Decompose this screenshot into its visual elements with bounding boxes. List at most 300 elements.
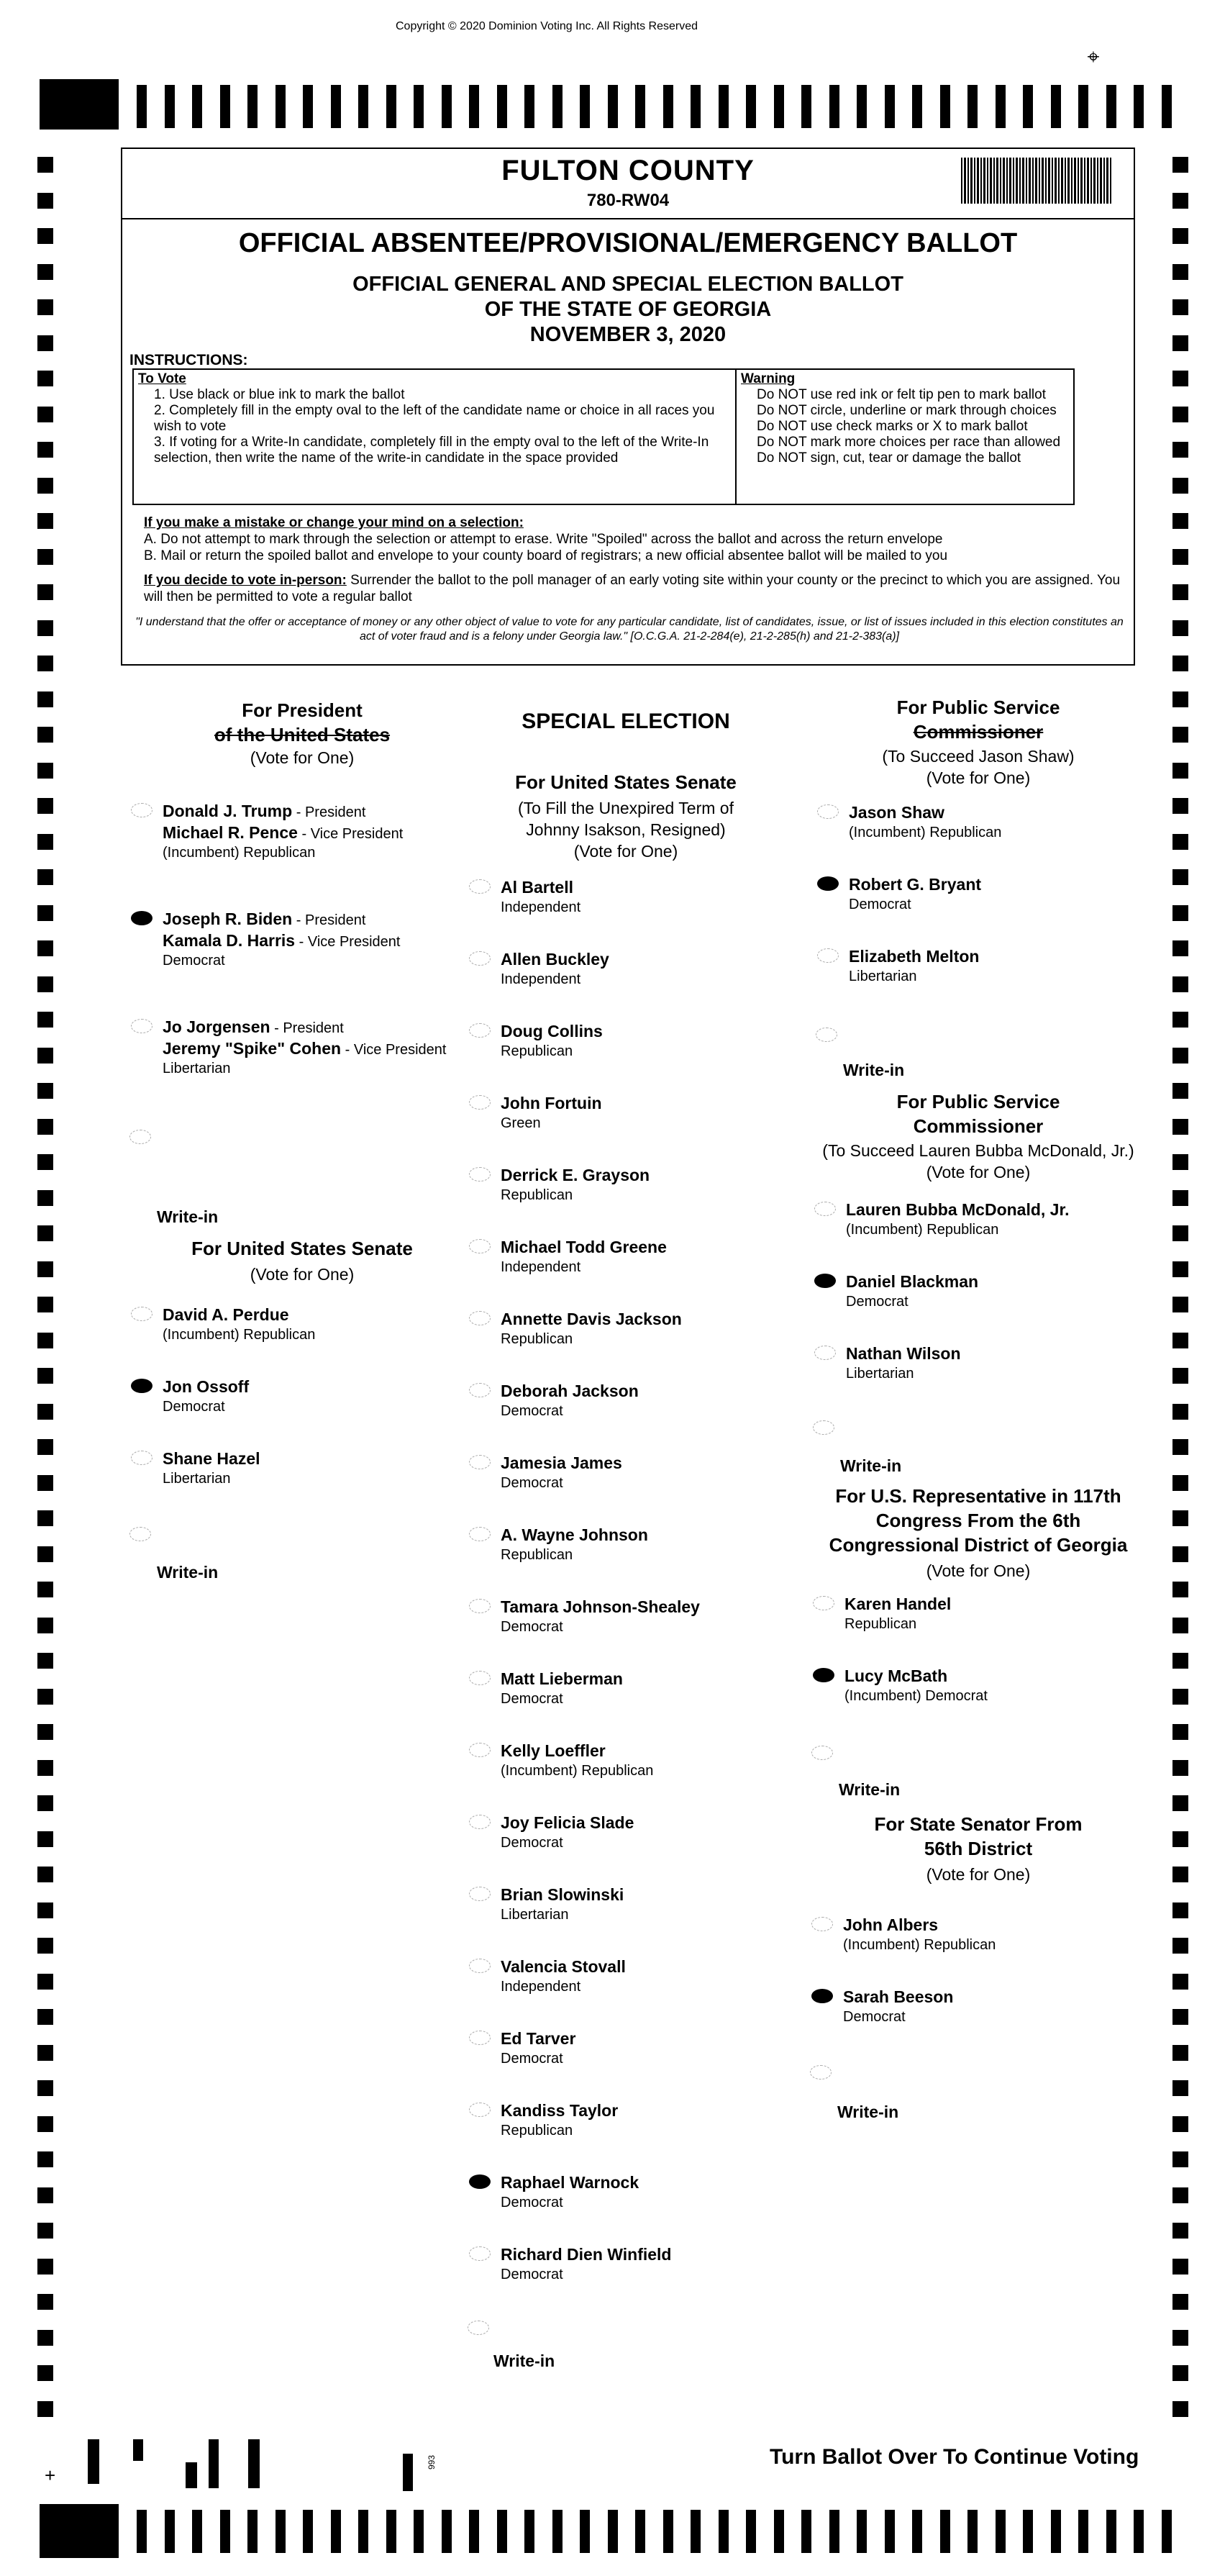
- candidate-party: Democrat: [849, 897, 911, 912]
- oval-filled[interactable]: [817, 876, 839, 891]
- side-timing-mark: [1172, 1831, 1188, 1847]
- write-in-psc-1[interactable]: Write-in: [843, 1061, 905, 1079]
- timing-block: [403, 2454, 413, 2491]
- timing-bar: [996, 85, 1006, 128]
- candidate-name-text: Matt Lieberman: [501, 1669, 623, 1688]
- side-timing-mark: [37, 1048, 53, 1063]
- side-timing-mark: [37, 407, 53, 422]
- race-title-line: Commissioner: [913, 1115, 1044, 1137]
- oval-empty[interactable]: [131, 1451, 152, 1465]
- side-timing-mark: [1172, 513, 1188, 529]
- timing-bar: [663, 85, 673, 128]
- timing-bar: [857, 2510, 867, 2553]
- side-timing-mark: [37, 1724, 53, 1740]
- oval-empty[interactable]: [817, 804, 839, 819]
- candidate-name-text: Brian Slowinski: [501, 1885, 624, 1904]
- timing-bar: [940, 85, 950, 128]
- candidate-name-text: Kelly Loeffler: [501, 1741, 606, 1760]
- candidate-name: [846, 1271, 978, 1292]
- side-timing-mark: [1172, 1048, 1188, 1063]
- side-timing-mark: [37, 1974, 53, 1990]
- candidate-party: Democrat: [846, 1294, 908, 1310]
- timing-bar: [1134, 85, 1144, 128]
- timing-bar: [691, 2510, 701, 2553]
- side-timing-mark: [37, 763, 53, 779]
- candidate-party: Independent: [501, 899, 581, 915]
- write-in-president[interactable]: Write-in: [157, 1207, 219, 1226]
- barcode-icon: [961, 158, 1112, 204]
- side-timing-mark: [1172, 2223, 1188, 2239]
- ballot-code: 780-RW04: [586, 191, 670, 210]
- candidate-name: [501, 1740, 606, 1761]
- timing-bar: [137, 2510, 147, 2553]
- candidate-name-text: Donald J. Trump: [163, 802, 293, 820]
- side-timing-mark: [37, 940, 53, 956]
- side-timing-mark: [1172, 1333, 1188, 1348]
- timing-bar: [331, 2510, 341, 2553]
- oval-empty[interactable]: [469, 1239, 491, 1253]
- ballot-title: OFFICIAL ABSENTEE/PROVISIONAL/EMERGENCY BALLOT: [238, 228, 1018, 258]
- timing-bar: [1023, 2510, 1033, 2553]
- timing-bar: [552, 85, 563, 128]
- candidate-name: [163, 1016, 344, 1039]
- vote-for-one: (Vote for One): [573, 842, 678, 861]
- candidate-name-text: Lauren Bubba McDonald, Jr.: [846, 1200, 1070, 1219]
- candidate-party: Libertarian: [163, 1471, 231, 1487]
- side-timing-mark: [1172, 442, 1188, 458]
- side-timing-mark: [1172, 656, 1188, 671]
- race-title-us-senate: For United States Senate: [191, 1238, 413, 1259]
- candidate-name: [501, 1236, 667, 1258]
- timing-bar: [940, 2510, 950, 2553]
- oval-empty[interactable]: [469, 1167, 491, 1182]
- timing-bar: [1051, 85, 1061, 128]
- side-timing-mark: [37, 1119, 53, 1135]
- timing-bar: [192, 85, 202, 128]
- candidate-party: Green: [501, 1115, 541, 1131]
- side-timing-mark: [1172, 157, 1188, 173]
- side-timing-mark: [37, 1902, 53, 1918]
- timing-bar: [774, 85, 784, 128]
- warning-item: Do NOT use check marks or X to mark ballot: [757, 419, 1028, 434]
- candidate-name: [501, 876, 573, 898]
- side-timing-mark: [1172, 371, 1188, 386]
- oval-empty[interactable]: [469, 1023, 491, 1038]
- side-timing-mark: [37, 1510, 53, 1526]
- copyright-notice: Copyright © 2020 Dominion Voting Inc. All Rights Reserved: [395, 20, 698, 32]
- candidate-party: Independent: [501, 1979, 581, 1995]
- candidate-name-text: Richard Dien Winfield: [501, 2245, 672, 2264]
- side-timing-mark: [1172, 905, 1188, 921]
- race-title-line: For State Senator From: [874, 1813, 1083, 1835]
- side-timing-mark: [1172, 264, 1188, 280]
- candidate-party: (Incumbent) Republican: [849, 825, 1002, 840]
- timing-block: [40, 79, 119, 130]
- candidate-name-text: Michael Todd Greene: [501, 1238, 667, 1256]
- side-timing-mark: [37, 1760, 53, 1776]
- candidate-name-text: Allen Buckley: [501, 950, 609, 969]
- side-timing-mark: [37, 1225, 53, 1241]
- side-timing-mark: [1172, 1689, 1188, 1705]
- side-timing-mark: [37, 1653, 53, 1669]
- candidate-party: Libertarian: [849, 969, 917, 984]
- timing-bar: [1162, 85, 1172, 128]
- timing-bar: [165, 2510, 175, 2553]
- vote-for-one: (Vote for One): [250, 1265, 355, 1284]
- candidate-party: Independent: [501, 1259, 581, 1275]
- candidate-name: [501, 1956, 626, 1977]
- timing-bar: [829, 85, 839, 128]
- candidate-party: (Incumbent) Republican: [163, 845, 316, 861]
- side-timing-mark: [1172, 1190, 1188, 1206]
- warning-heading: Warning: [741, 371, 796, 386]
- race-title-line: Commissioner: [913, 721, 1044, 743]
- race-title-line: For Public Service: [896, 1091, 1060, 1112]
- candidate-name-text: Robert G. Bryant: [849, 875, 982, 894]
- timing-bar: [247, 2510, 258, 2553]
- side-timing-mark: [37, 2045, 53, 2061]
- timing-bar: [358, 2510, 368, 2553]
- side-timing-mark: [1172, 335, 1188, 351]
- side-timing-mark: [37, 2223, 53, 2239]
- oval-empty[interactable]: [469, 2103, 491, 2117]
- candidate-party: Libertarian: [846, 1366, 914, 1382]
- running-mate-name: [163, 930, 400, 953]
- mistake-instruction-a: A. Do not attempt to mark through the selection or attempt to erase. Write "Spoiled" across the ballot and across the return envelope: [144, 532, 943, 547]
- race-title-line: For Public Service: [896, 697, 1060, 718]
- side-timing-mark: [1172, 727, 1188, 743]
- timing-bar: [801, 85, 811, 128]
- candidate-name: [501, 1164, 650, 1186]
- side-timing-mark: [37, 1689, 53, 1705]
- timing-bar: [663, 2510, 673, 2553]
- write-in-oval-state-senate[interactable]: [810, 2065, 832, 2080]
- write-in-oval-special[interactable]: [468, 2321, 489, 2335]
- candidate-name-text: Ed Tarver: [501, 2029, 576, 2048]
- side-timing-mark: [1172, 549, 1188, 565]
- side-timing-mark: [1172, 1368, 1188, 1384]
- oval-empty[interactable]: [469, 1383, 491, 1397]
- side-timing-mark: [37, 193, 53, 209]
- election-date: NOVEMBER 3, 2020: [529, 323, 727, 346]
- side-timing-mark: [1172, 1653, 1188, 1669]
- side-timing-mark: [37, 335, 53, 351]
- oval-filled[interactable]: [813, 1668, 834, 1682]
- write-in-oval-president[interactable]: [129, 1130, 151, 1144]
- top-timing-marks: [40, 79, 1183, 130]
- oval-filled[interactable]: [469, 2174, 491, 2189]
- oval-empty[interactable]: [814, 1346, 836, 1360]
- candidate-party: Democrat: [501, 2051, 563, 2067]
- candidate-party: (Incumbent) Republican: [163, 1327, 316, 1343]
- timing-bar: [497, 85, 507, 128]
- write-in-senate[interactable]: Write-in: [157, 1563, 219, 1582]
- side-timing-mark: [37, 1368, 53, 1384]
- race-title-line: Congressional District of Georgia: [829, 1534, 1128, 1556]
- candidate-name: [843, 1914, 938, 1936]
- candidate-role: - President: [292, 912, 366, 928]
- candidate-party: Democrat: [163, 953, 225, 969]
- running-mate-role: - Vice President: [295, 934, 401, 950]
- side-timing-mark: [37, 2116, 53, 2132]
- candidate-party: (Incumbent) Republican: [501, 1763, 654, 1779]
- write-in-special[interactable]: Write-in: [493, 2351, 555, 2370]
- side-timing-mark: [1172, 763, 1188, 779]
- candidate-name: [846, 1199, 1070, 1220]
- side-timing-mark: [1172, 1867, 1188, 1882]
- oval-empty[interactable]: [469, 1527, 491, 1541]
- candidate-party: Republican: [501, 1547, 573, 1563]
- mistake-section: [144, 514, 1129, 564]
- side-timing-mark: [37, 2294, 53, 2310]
- oval-empty[interactable]: [469, 1095, 491, 1110]
- candidate-name-text: Al Bartell: [501, 878, 573, 897]
- side-timing-mark: [1172, 2045, 1188, 2061]
- registration-crosshair-icon: ⌖: [1087, 45, 1100, 69]
- oval-empty[interactable]: [469, 1455, 491, 1469]
- to-vote-step: 3. If voting for a Write-In candidate, completely fill in the empty oval to the left of the Write-In selection, then write the name of the write-in candidate in the space provided: [154, 435, 709, 466]
- write-in-psc-2[interactable]: Write-in: [840, 1456, 902, 1475]
- candidate-party: Libertarian: [163, 1061, 231, 1076]
- timing-bar: [746, 2510, 756, 2553]
- side-timing-mark: [1172, 193, 1188, 209]
- timing-bar: [1023, 85, 1033, 128]
- oval-filled[interactable]: [131, 1379, 152, 1393]
- timing-bar: [719, 2510, 729, 2553]
- candidate-name: [501, 1308, 682, 1330]
- oval-empty[interactable]: [813, 1596, 834, 1610]
- candidate-name: [501, 1668, 623, 1690]
- side-timing-mark: [1172, 691, 1188, 707]
- side-timing-mark: [37, 1938, 53, 1954]
- race-title-line: Congress From the 6th: [875, 1510, 1081, 1531]
- candidate-role: - President: [270, 1020, 344, 1036]
- side-timing-mark: [37, 513, 53, 529]
- timing-bar: [885, 2510, 895, 2553]
- race-title-president: [144, 698, 460, 747]
- candidate-name: [163, 800, 365, 823]
- oval-empty[interactable]: [131, 1307, 152, 1321]
- timing-block: [186, 2462, 197, 2488]
- candidate-party: Independent: [501, 971, 581, 987]
- candidate-name-text: Nathan Wilson: [846, 1344, 961, 1363]
- timing-bar: [524, 85, 534, 128]
- oval-filled[interactable]: [811, 1989, 833, 2003]
- ballot-subtitle: OFFICIAL GENERAL AND SPECIAL ELECTION BALLOT: [352, 273, 903, 296]
- oval-empty[interactable]: [131, 1019, 152, 1033]
- side-timing-mark: [37, 691, 53, 707]
- side-timing-mark: [37, 2365, 53, 2381]
- candidate-name-text: Jon Ossoff: [163, 1377, 250, 1396]
- race-title-special-senate: For United States Senate: [515, 771, 737, 793]
- race-title-psc-1: [820, 695, 1137, 744]
- candidate-name-text: Kandiss Taylor: [501, 2101, 619, 2120]
- candidate-name-text: Joy Felicia Slade: [501, 1813, 634, 1832]
- write-in-oval-psc-1[interactable]: [816, 1028, 837, 1042]
- candidate-name-text: Doug Collins: [501, 1022, 603, 1040]
- side-timing-mark: [1172, 299, 1188, 315]
- oval-empty[interactable]: [469, 1671, 491, 1685]
- side-timing-mark: [37, 1867, 53, 1882]
- to-vote-section: [134, 370, 737, 504]
- candidate-name-text: Derrick E. Grayson: [501, 1166, 650, 1184]
- oval-empty[interactable]: [469, 1743, 491, 1757]
- in-person-heading: If you decide to vote in-person:: [144, 573, 347, 588]
- candidate-party: (Incumbent) Democrat: [844, 1688, 988, 1704]
- oval-empty[interactable]: [469, 1599, 491, 1613]
- side-timing-mark: [37, 1190, 53, 1206]
- in-person-section: [144, 572, 1129, 605]
- oval-empty[interactable]: [469, 2246, 491, 2261]
- mistake-instruction-b: B. Mail or return the spoiled ballot and envelope to your county board of registrars; a new official absentee ballot will be mailed to you: [144, 548, 948, 563]
- side-timing-mark: [37, 869, 53, 885]
- side-timing-mark: [37, 371, 53, 386]
- oval-empty[interactable]: [469, 879, 491, 894]
- side-timing-mark: [37, 1404, 53, 1420]
- candidate-party: Republican: [501, 1331, 573, 1347]
- side-timing-mark: [1172, 798, 1188, 814]
- candidate-name: [163, 1304, 289, 1325]
- timing-block: [133, 2439, 143, 2461]
- timing-bar: [774, 2510, 784, 2553]
- timing-bar: [220, 2510, 230, 2553]
- timing-bar: [608, 2510, 618, 2553]
- timing-bar: [552, 2510, 563, 2553]
- timing-bar: [1106, 85, 1116, 128]
- side-timing-mark: [1172, 2365, 1188, 2381]
- side-timing-mark: [1172, 869, 1188, 885]
- candidate-party: Democrat: [501, 1691, 563, 1707]
- timing-bar: [386, 2510, 396, 2553]
- side-timing-mark: [1172, 2116, 1188, 2132]
- timing-bar: [857, 85, 867, 128]
- side-timing-mark: [1172, 1760, 1188, 1776]
- plus-icon: +: [45, 2464, 56, 2486]
- candidate-name: [844, 1665, 947, 1687]
- timing-bar: [497, 2510, 507, 2553]
- timing-bar: [885, 85, 895, 128]
- timing-bar: [414, 2510, 424, 2553]
- candidate-name: [501, 2028, 575, 2049]
- candidate-name: [163, 908, 365, 931]
- oval-empty[interactable]: [469, 1815, 491, 1829]
- oval-empty[interactable]: [811, 1917, 833, 1931]
- oval-empty[interactable]: [469, 1311, 491, 1325]
- vote-for-one: (Vote for One): [926, 1163, 1031, 1182]
- timing-block: [209, 2439, 219, 2488]
- write-in-oval-us-rep[interactable]: [811, 1746, 833, 1760]
- candidate-name-text: Jo Jorgensen: [163, 1017, 270, 1036]
- race-title-state-senate: [820, 1812, 1137, 1861]
- oval-filled[interactable]: [814, 1274, 836, 1288]
- oval-empty[interactable]: [469, 1887, 491, 1901]
- oval-filled[interactable]: [131, 911, 152, 925]
- side-timing-mark: [1172, 1012, 1188, 1028]
- timing-bar: [247, 85, 258, 128]
- warning-item: Do NOT sign, cut, tear or damage the ballot: [757, 450, 1021, 466]
- side-timing-mark: [1172, 2151, 1188, 2167]
- side-timing-mark: [37, 1795, 53, 1811]
- write-in-oval-psc-2[interactable]: [813, 1420, 834, 1435]
- side-timing-mark: [1172, 2330, 1188, 2346]
- in-person-text: Surrender the ballot to the poll manager of an early voting site within your county or the precinct to which you are assigned. You will then be permitted to vote a regular ballot: [144, 573, 1121, 604]
- timing-bar: [1078, 85, 1088, 128]
- running-mate-role: - Vice President: [297, 826, 404, 842]
- candidate-party: Democrat: [501, 1835, 563, 1851]
- side-timing-mark: [1172, 1938, 1188, 1954]
- timing-bar: [1134, 2510, 1144, 2553]
- candidate-name: [163, 1376, 249, 1397]
- to-vote-step: 2. Completely fill in the empty oval to the left of the candidate name or choice in all races you wish to vote: [154, 403, 715, 434]
- vote-for-one: (Vote for One): [250, 748, 355, 767]
- candidate-name-text: Joseph R. Biden: [163, 910, 293, 928]
- side-timing-mark: [37, 2401, 53, 2417]
- candidate-name: [501, 1020, 603, 1042]
- side-timing-mark: [37, 2151, 53, 2167]
- legal-notice: "I understand that the offer or acceptance of money or any other object of value to vote for any particular candidate, list of candidates, issue, or list of issues included in this election constitutes an act of voter fraud and is a felony under Georgia law." [O.C.G.A. 21-2-284(e), 21-2-285(h) and 21-2-383(a)]: [135, 616, 1124, 643]
- timing-bar: [331, 85, 341, 128]
- candidate-party: Republican: [501, 2123, 573, 2139]
- oval-empty[interactable]: [469, 2031, 491, 2045]
- candidate-party: Democrat: [501, 1403, 563, 1419]
- timing-bar: [220, 85, 230, 128]
- timing-bar: [165, 85, 175, 128]
- candidate-name-text: John Fortuin: [501, 1094, 602, 1112]
- special-election-heading: SPECIAL ELECTION: [522, 709, 730, 733]
- candidate-name: [844, 1593, 951, 1615]
- side-timing-mark: [1172, 620, 1188, 636]
- write-in-state-senate[interactable]: Write-in: [837, 2103, 899, 2121]
- candidate-party: (Incumbent) Republican: [846, 1222, 999, 1238]
- write-in-oval-senate[interactable]: [129, 1527, 151, 1541]
- candidate-name: [501, 1452, 622, 1474]
- oval-empty[interactable]: [469, 951, 491, 966]
- side-timing-mark: [1172, 1119, 1188, 1135]
- timing-bar: [192, 2510, 202, 2553]
- write-in-us-rep[interactable]: Write-in: [839, 1780, 901, 1799]
- turn-over-notice: Turn Ballot Over To Continue Voting: [770, 2445, 1139, 2469]
- side-timing-mark: [1172, 2259, 1188, 2275]
- side-timing-mark: [37, 1582, 53, 1597]
- side-timing-mark: [1172, 2080, 1188, 2096]
- candidate-name-text: Karen Handel: [844, 1595, 952, 1613]
- oval-empty[interactable]: [131, 803, 152, 817]
- timing-bar: [801, 2510, 811, 2553]
- side-timing-mark: [1172, 1510, 1188, 1526]
- running-mate-name-text: Jeremy "Spike" Cohen: [163, 1039, 342, 1058]
- oval-empty[interactable]: [817, 948, 839, 963]
- candidate-name-text: Deborah Jackson: [501, 1382, 639, 1400]
- timing-bar: [746, 85, 756, 128]
- side-timing-mark: [1172, 1154, 1188, 1170]
- side-timing-mark: [1172, 1902, 1188, 1918]
- timing-block: [248, 2439, 260, 2488]
- side-timing-mark: [37, 157, 53, 173]
- candidate-name-text: Valencia Stovall: [501, 1957, 626, 1976]
- side-timing-mark: [37, 2187, 53, 2203]
- side-timing-mark: [37, 834, 53, 850]
- candidate-name-text: Jason Shaw: [849, 803, 944, 822]
- warning-item: Do NOT mark more choices per race than allowed: [757, 435, 1061, 450]
- side-timing-mark: [1172, 1439, 1188, 1455]
- oval-empty[interactable]: [469, 1959, 491, 1973]
- timing-block: [40, 2504, 119, 2558]
- candidate-party: (Incumbent) Republican: [843, 1937, 996, 1953]
- candidate-party: Democrat: [501, 2195, 563, 2210]
- candidate-name: [501, 1596, 700, 1618]
- oval-empty[interactable]: [814, 1202, 836, 1216]
- side-timing-mark: [1172, 1083, 1188, 1099]
